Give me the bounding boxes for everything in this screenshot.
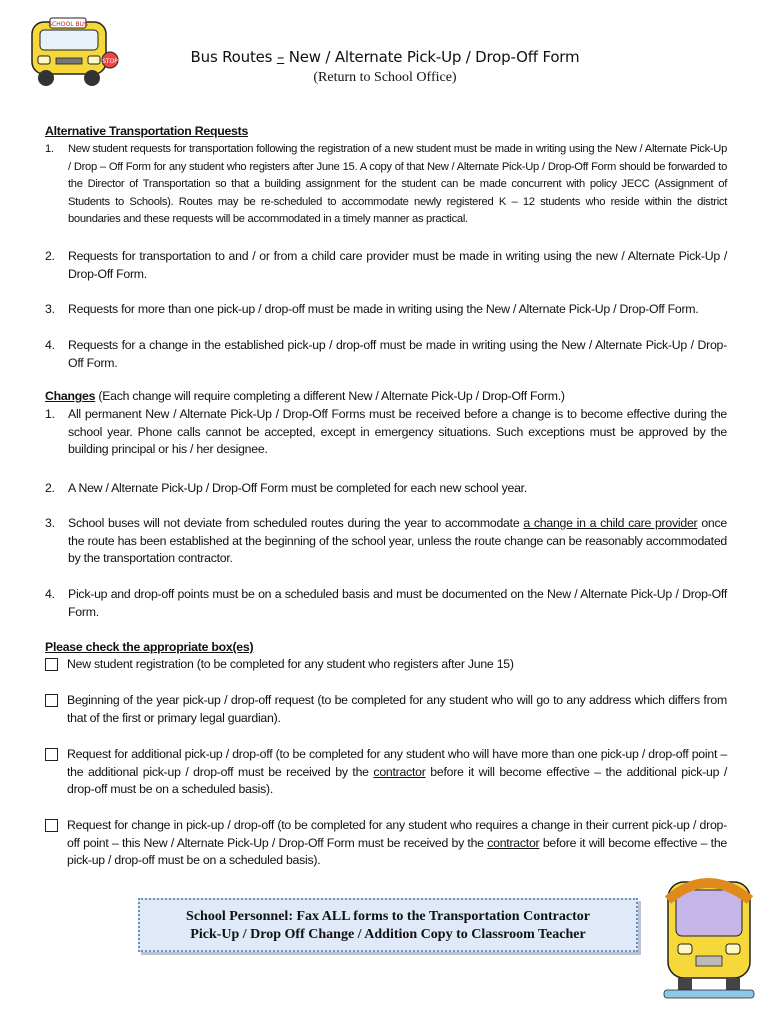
check-option-beginning-year: [45, 692, 727, 727]
checkbox-beginning-year[interactable]: [45, 694, 58, 707]
checks-heading: Please check the appropriate box(es): [45, 640, 254, 654]
child-care-provider-link: a change in a child care provider: [523, 516, 698, 530]
item-text: Requests for transportation to and / or from a child care provider must be made in writing using the new / Alternate Pick-Up / Drop-Off Form.: [68, 249, 727, 281]
item-number: 4.: [45, 338, 55, 352]
alt-requests-heading: Alternative Transportation Requests: [45, 124, 249, 138]
svg-text:STOP: STOP: [102, 58, 118, 65]
option-text: [67, 817, 727, 870]
item-number: 1.: [45, 143, 54, 155]
alt-request-item-4: [45, 337, 727, 372]
checkbox-new-student[interactable]: [45, 658, 58, 671]
item-text-part: School buses will not deviate from scheduled routes during the year to accommodate: [68, 516, 524, 530]
item-text: Pick-up and drop-off points must be on a scheduled basis and must be documented on the New / Alternate Pick-Up / Drop-Off Form.: [68, 587, 727, 619]
contractor-underlined: contractor: [487, 835, 540, 850]
changes-heading-note: (Each change will require completing a different New / Alternate Pick-Up / Drop-Off Form.): [95, 389, 565, 403]
item-text: A New / Alternate Pick-Up / Drop-Off Form must be completed for each new school year.: [68, 481, 527, 495]
item-text: [68, 515, 727, 568]
option-text-part: Request for additional pick-up / drop-off (to be completed for any student who will have more than one pick-up / drop-off point – the additional pick-up / drop-off must be received by the: [67, 747, 727, 779]
changes-heading-row: [45, 388, 727, 406]
change-item-1: [45, 406, 727, 459]
alt-request-item-2: [45, 248, 727, 283]
option-text: [67, 746, 727, 799]
title-part-1: Bus Routes: [190, 48, 277, 66]
change-item-3: [45, 515, 727, 568]
page-subtitle: (Return to School Office): [313, 70, 457, 85]
notice-line-2: Pick-Up / Drop Off Change / Addition Copy to Classroom Teacher: [190, 927, 586, 942]
option-text: New student registration (to be completed for any student who registers after June 15): [67, 657, 514, 671]
item-number: 4.: [45, 587, 55, 601]
item-text: Requests for more than one pick-up / drop-off must be made in writing using the New / Alternate Pick-Up / Drop-Off Form.: [68, 302, 699, 316]
notice-line-1: School Personnel: Fax ALL forms to the Transportation Contractor: [186, 909, 590, 924]
checkbox-additional-pickup[interactable]: [45, 748, 58, 761]
item-text: New student requests for transportation following the registration of a new student must be made in writing using the New / Alternate Pick-Up / Drop – Off Form for any student who registers after June 15. A copy of that New / Alternate Pick-Up / Drop-Off Form should be forwarded to the Director of Transportation so that a building assignment for the student can be made concurrent with policy JECC (Assignment of Students to Schools). Routes may be re-scheduled to accommodate newly registered K – 12 students who reside within the district boundaries and these requests will be accommodated in a timely manner as practical.: [68, 143, 727, 226]
item-text-part: once the route has been established at the beginning of the school year, unless the route change can be reasonably accommodated by the transportation contractor.: [68, 516, 728, 566]
option-text-part: before it will become effective – the additional pick-up / drop-off must be on a scheduled basis).: [67, 764, 727, 797]
item-text: Requests for a change in the established pick-up / drop-off must be made in writing using the New / Alternate Pick-Up / Drop-Off Form.: [68, 338, 727, 370]
checks-heading-row: [45, 639, 727, 657]
school-bus-clipart-icon: [28, 14, 120, 94]
check-option-new-student: [45, 656, 727, 674]
bus-sign-text: SCHOOL BUS: [48, 21, 88, 28]
changes-heading: Changes: [45, 389, 96, 403]
alt-requests-section: [45, 123, 727, 141]
item-text: All permanent New / Alternate Pick-Up / Drop-Off Forms must be received before a change is to become effective during the school year. Phone calls cannot be accepted, except in emergency situations. Such exceptions must be approved by the building principal or his / her designee.: [68, 407, 727, 457]
alt-request-item-1: [45, 141, 727, 229]
alt-request-item-3: [45, 301, 727, 319]
contractor-underlined: contractor: [373, 764, 426, 779]
page-title: [150, 48, 620, 66]
change-item-4: [45, 586, 727, 621]
item-number: 2.: [45, 481, 55, 495]
title-part-2: New / Alternate Pick-Up / Drop-Off Form: [284, 48, 580, 66]
change-item-2: [45, 480, 727, 498]
checkbox-change-pickup[interactable]: [45, 819, 58, 832]
title-dash: –: [276, 48, 285, 66]
check-option-change: [45, 817, 727, 870]
option-text-part: Request for change in pick-up / drop-off (to be completed for any student who requires a change in their current pick-up / drop-off point – this New / Alternate Pick-Up / Drop-Off Form must be received by the: [67, 818, 727, 850]
option-text: Beginning of the year pick-up / drop-off request (to be completed for any student who will go to any address which differs from that of the first or primary legal guardian).: [67, 693, 727, 725]
item-number: 2.: [45, 249, 55, 263]
item-number: 3.: [45, 302, 55, 316]
school-bus-front-clipart-icon: [658, 860, 758, 1000]
option-text-part: before it will become effective – the pick-up / drop-off must be on a scheduled basis).: [67, 835, 727, 868]
check-option-additional: [45, 746, 727, 799]
school-personnel-notice: [138, 898, 638, 952]
item-number: 1.: [45, 407, 55, 421]
item-number: 3.: [45, 516, 55, 530]
